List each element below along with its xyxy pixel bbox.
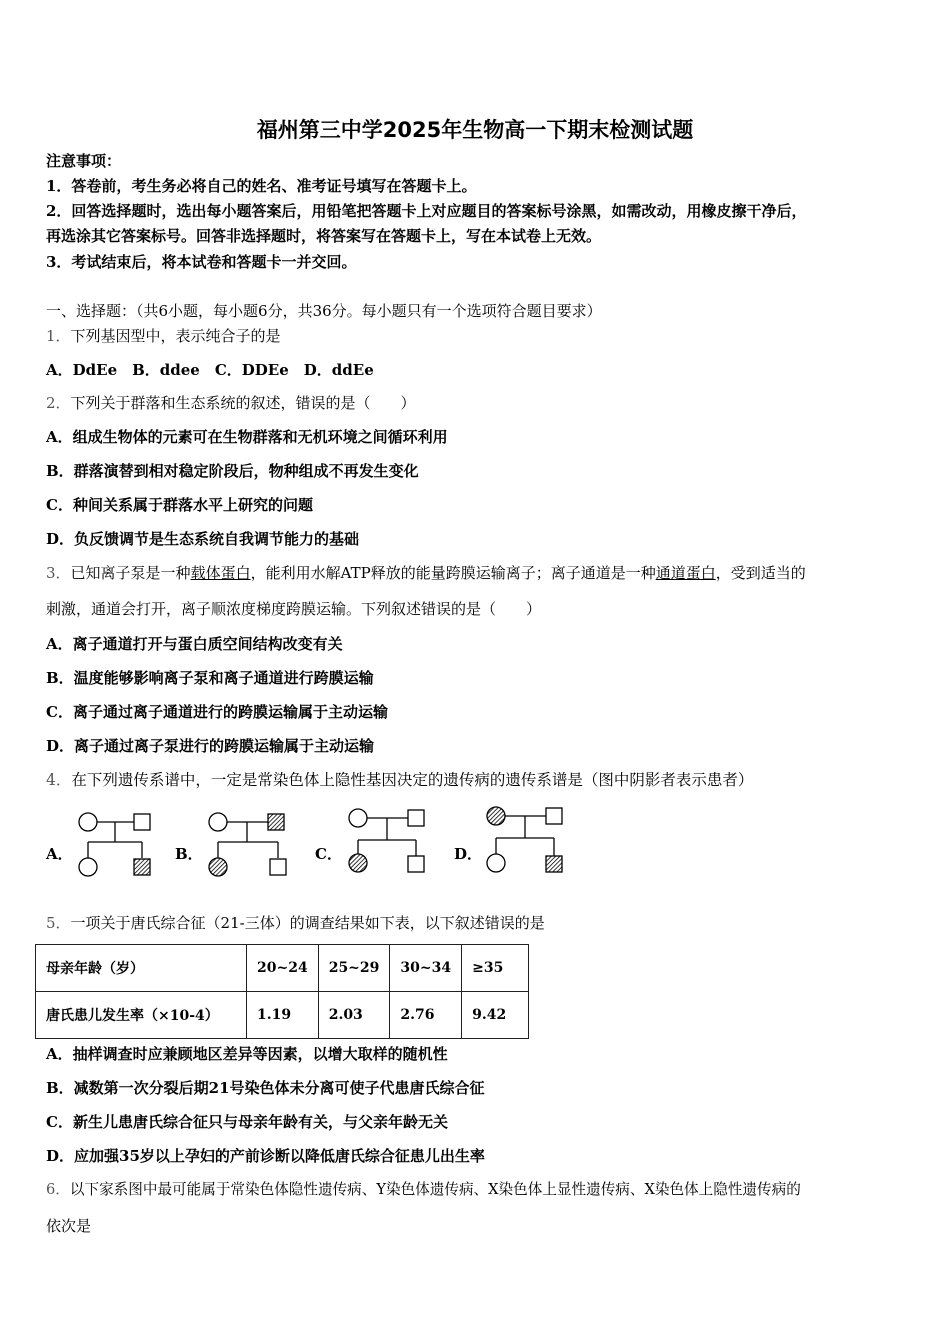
table-cell: 2.03: [318, 992, 390, 1039]
notice-item-3: 3．考试结束后，将本试卷和答题卡一并交回。: [46, 253, 357, 271]
question-3-option-c: C．离子通过离子通道进行的跨膜运输属于主动运输: [46, 703, 388, 721]
female-unaffected: [349, 809, 367, 827]
male-unaffected: [546, 808, 562, 824]
question-5-option-b: B．减数第一次分裂后期21号染色体未分离可使子代患唐氏综合征: [46, 1079, 485, 1097]
pedigree-d-label: D．: [454, 845, 483, 863]
table-cell: 9.42: [462, 992, 529, 1039]
female-unaffected: [79, 813, 97, 831]
question-2-option-d: D．负反馈调节是生态系统自我调节能力的基础: [46, 530, 360, 548]
question-3-option-a: A．离子通道打开与蛋白质空间结构改变有关: [46, 635, 343, 653]
notice-item-2a: 2．回答选择题时，选出每小题答案后，用铅笔把答题卡上对应题目的答案标号涂黑，如需改动，用橡皮擦干净后，: [46, 202, 807, 220]
female-affected: [209, 858, 227, 876]
question-2-stem: 2．下列关于群落和生态系统的叙述，错误的是（ ）: [46, 394, 416, 412]
question-5-option-c: C．新生儿患唐氏综合征只与母亲年龄有关，与父亲年龄无关: [46, 1113, 448, 1131]
male-unaffected: [408, 856, 424, 872]
table-cell: 1.19: [247, 992, 319, 1039]
page-title: 福州第三中学2025年生物高一下期末检测试题: [256, 118, 694, 142]
underlined-term: 通道蛋白: [655, 564, 716, 582]
question-number: 6．: [46, 1181, 70, 1198]
question-number: 5．: [46, 914, 71, 932]
question-2-option-b: B．群落演替到相对稳定阶段后，物种组成不再发生变化: [46, 462, 419, 480]
notice-heading: 注意事项：: [46, 152, 122, 170]
question-3-option-b: B．温度能够影响离子泵和离子通道进行跨膜运输: [46, 669, 374, 687]
pedigree-b: [200, 806, 295, 882]
question-number: 1．: [46, 327, 71, 345]
male-affected: [268, 814, 284, 830]
question-5-option-d: D．应加强35岁以上孕妇的产前诊断以降低唐氏综合征患儿出生率: [46, 1147, 485, 1165]
female-affected: [349, 854, 367, 872]
notice-item-1: 1．答卷前，考生务必将自己的姓名、准考证号填写在答题卡上。: [46, 177, 477, 195]
female-unaffected: [209, 813, 227, 831]
female-unaffected: [79, 858, 97, 876]
question-5-stem: 5．一项关于唐氏综合征（21-三体）的调查结果如下表，以下叙述错误的是: [46, 914, 545, 932]
table-row: [36, 945, 529, 992]
table-cell: 20~24: [247, 945, 319, 992]
pedigree-a-label: A．: [46, 845, 73, 863]
table-row: [36, 992, 529, 1039]
female-unaffected: [487, 854, 505, 872]
table-cell: 母亲年龄（岁）: [36, 945, 247, 992]
table-cell: ≥35: [462, 945, 529, 992]
section-heading: 一、选择题：（共6小题，每小题6分，共36分。每小题只有一个选项符合题目要求）: [46, 302, 602, 320]
question-1-stem: 1．下列基因型中，表示纯合子的是: [46, 327, 281, 345]
question-2-option-c: C．种间关系属于群落水平上研究的问题: [46, 496, 313, 514]
underlined-term: 载体蛋白: [190, 564, 251, 582]
question-2-option-a: A．组成生物体的元素可在生物群落和无机环境之间循环利用: [46, 428, 448, 446]
question-6-stem-line-2: 依次是: [46, 1217, 92, 1235]
pedigree-c: [340, 806, 435, 882]
pedigree-b-label: B．: [175, 845, 203, 863]
question-4-stem: 4．在下列遗传系谱中，一定是常染色体上隐性基因决定的遗传病的遗传系谱是（图中阴影者表示患者）: [46, 771, 754, 789]
table-cell: 25~29: [318, 945, 390, 992]
question-5-option-a: A．抽样调查时应兼顾地区差异等因素，以增大取样的随机性: [46, 1045, 448, 1063]
question-number: 4．: [46, 771, 72, 789]
question-3-option-d: D．离子通过离子泵进行的跨膜运输属于主动运输: [46, 737, 375, 755]
question-6-stem: 6．以下家系图中最可能属于常染色体隐性遗传病、Y染色体遗传病、X染色体上显性遗传病、X染色体上隐性遗传病的: [46, 1181, 801, 1198]
question-3-stem: 3．已知离子泵是一种载体蛋白，能利用水解ATP释放的能量跨膜运输离子；离子通道是一种通道蛋白，受到适当的: [46, 564, 806, 582]
male-unaffected: [134, 814, 150, 830]
question-number: 2．: [46, 394, 71, 412]
table-cell: 唐氏患儿发生率（×10-4）: [36, 992, 247, 1039]
question-1-options: A．DdEe B．ddee C．DDEe D．ddEe: [46, 361, 374, 379]
male-unaffected: [270, 859, 286, 875]
female-affected: [487, 807, 505, 825]
question-number: 3．: [46, 564, 71, 582]
male-affected: [546, 856, 562, 872]
male-affected: [134, 859, 150, 875]
question-3-stem-line-2: 刺激，通道会打开，离子顺浓度梯度跨膜运输。下列叙述错误的是（ ）: [46, 600, 542, 618]
pedigree-c-label: C．: [315, 845, 342, 863]
pedigree-d: [478, 806, 573, 882]
table-cell: 30~34: [390, 945, 462, 992]
table-cell: 2.76: [390, 992, 462, 1039]
pedigree-a: [70, 806, 160, 882]
male-unaffected: [408, 810, 424, 826]
incidence-table: [35, 944, 529, 1039]
notice-item-2b: 再选涂其它答案标号。回答非选择题时，将答案写在答题卡上，写在本试卷上无效。: [46, 227, 602, 245]
